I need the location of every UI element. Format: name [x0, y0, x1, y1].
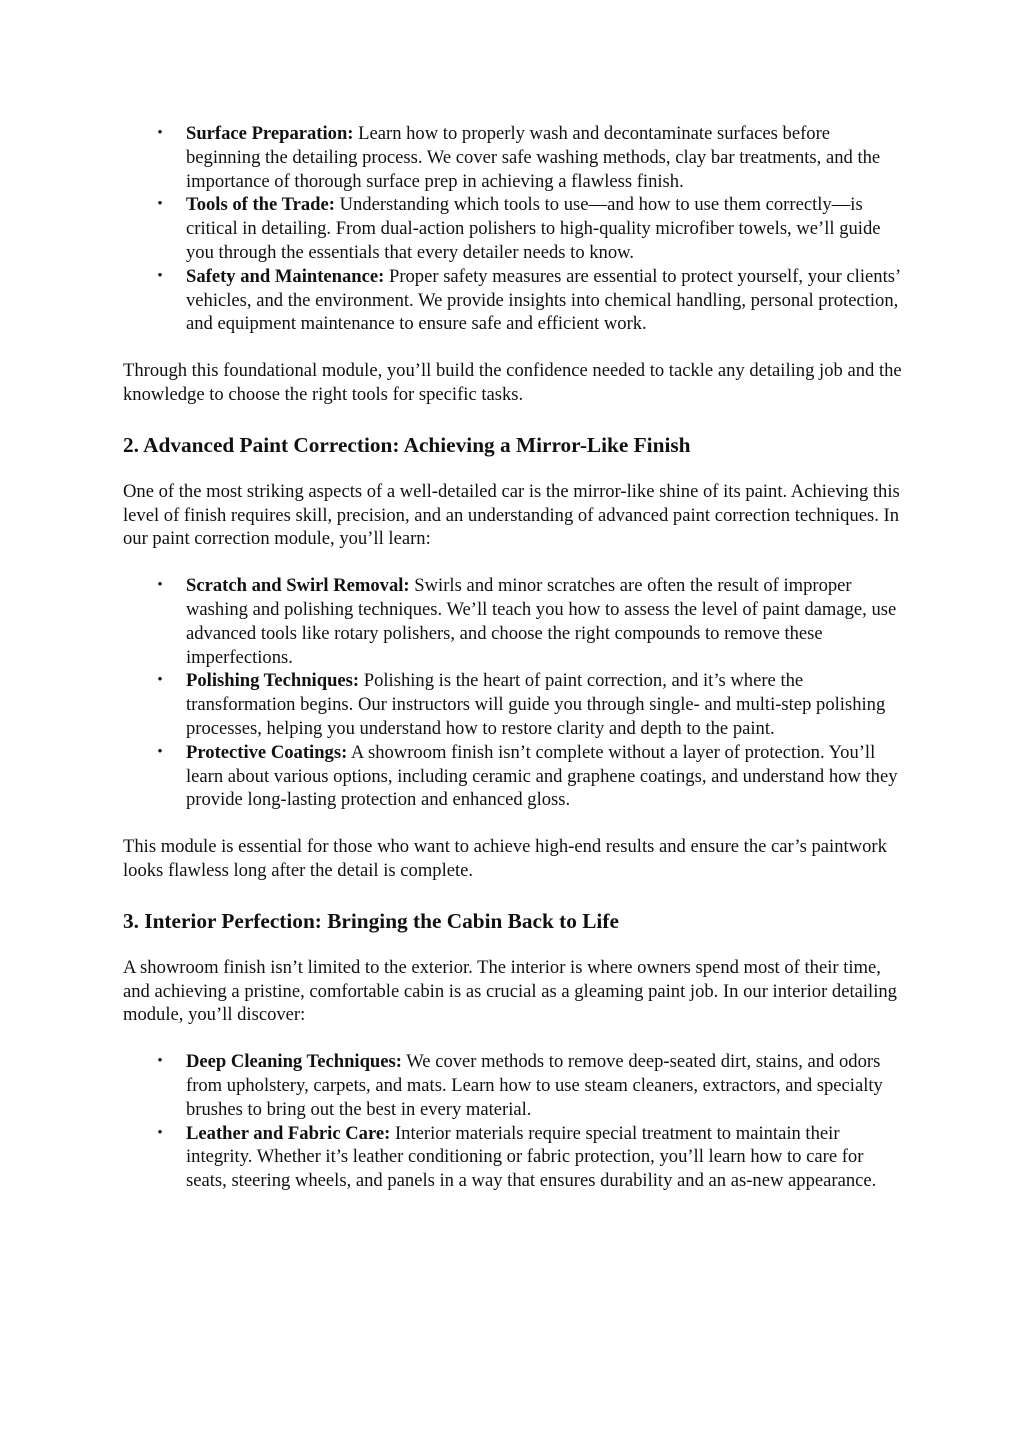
list-item-text: Polishing is the heart of paint correction, and it’s where the transformation begins. Our instructors will guide you through single- and multi-step polishing processes, helping you understand how to restore clarity and depth to the paint. — [186, 670, 886, 739]
list-item — [123, 741, 903, 812]
list-item-text: Learn how to properly wash and decontaminate surfaces before beginning the detailing process. We cover safe washing methods, clay bar treatments, and the importance of thorough surface prep in achieving a flawless finish. — [186, 123, 881, 192]
list-item — [123, 574, 903, 669]
paint-intro-paragraph: One of the most striking aspects of a well-detailed car is the mirror-like shine of its paint. Achieving this level of finish requires skill, precision, and an understanding of advanced paint correction techniques. In our paint correction module, you’ll learn: — [123, 480, 900, 550]
bullet-icon: • — [157, 672, 163, 689]
list-item-term: Deep Cleaning Techniques: — [186, 1051, 402, 1073]
bullet-icon: • — [157, 743, 163, 760]
list-item-text: A showroom finish isn’t complete without a layer of protection. You’ll learn about various options, including ceramic and graphene coatings, and understand how they provide long-lasting protection and enhanced gloss. — [186, 741, 898, 811]
list-item — [123, 1050, 903, 1121]
list-item-term: Scratch and Swirl Removal: — [186, 575, 410, 597]
list-item — [123, 265, 903, 336]
paint-closing-paragraph: This module is essential for those who want to achieve high-end results and ensure the car’s paintwork looks flawless long after the detail is complete. — [123, 836, 887, 881]
list-item-text: Proper safety measures are essential to protect yourself, your clients’ vehicles, and the environment. We provide insights into chemical handling, personal protection, and equipment maintenance to ensure safe and efficient work. — [186, 265, 900, 335]
list-item-term: Safety and Maintenance: — [186, 265, 385, 287]
foundation-topics-list — [123, 122, 903, 336]
bullet-icon: • — [157, 267, 163, 284]
paint-topics-list — [123, 574, 903, 812]
list-item-term: Protective Coatings: — [186, 741, 348, 763]
list-item-text: Interior materials require special treatment to maintain their integrity. Whether it’s leather conditioning or fabric protection, you’ll learn how to care for seats, steering wheels, and panels in a way that ensures durability and an as-new appearance. — [186, 1122, 877, 1192]
bullet-icon: • — [157, 125, 163, 141]
list-item-term: Tools of the Trade: — [186, 194, 335, 216]
list-item-term: Leather and Fabric Care: — [186, 1122, 391, 1144]
bullet-icon: • — [157, 1053, 163, 1070]
interior-intro-paragraph: A showroom finish isn’t limited to the exterior. The interior is where owners spend most of their time, and achieving a pristine, comfortable cabin is as crucial as a gleaming paint job. In our interior detailing module, you’ll discover: — [123, 956, 897, 1026]
document-page — [123, 122, 903, 1193]
list-item-term: Surface Preparation: — [186, 123, 354, 144]
list-item — [123, 122, 903, 193]
list-item-text: Understanding which tools to use—and how to use them correctly—is critical in detailing. From dual-action polishers to high-quality microfiber towels, we’ll guide you through the essentials that every detailer needs to know. — [186, 194, 881, 263]
list-item — [123, 669, 903, 740]
list-item — [123, 193, 903, 264]
list-item-text: We cover methods to remove deep-seated dirt, stains, and odors from upholstery, carpets, and mats. Learn how to use steam cleaners, extractors, and specialty brushes to bring out the best in every material. — [186, 1051, 883, 1120]
list-item-term: Polishing Techniques: — [186, 670, 360, 692]
bullet-icon: • — [157, 1124, 163, 1141]
interior-topics-list — [123, 1050, 903, 1193]
foundation-closing-paragraph: Through this foundational module, you’ll build the confidence needed to tackle any detailing job and the knowledge to choose the right tools for specific tasks. — [123, 360, 902, 405]
section-heading-interior: 3. Interior Perfection: Bringing the Cabin Back to Life — [123, 908, 619, 933]
list-item — [123, 1122, 903, 1193]
section-heading-paint-correction: 2. Advanced Paint Correction: Achieving a Mirror-Like Finish — [123, 432, 691, 457]
bullet-icon: • — [157, 196, 163, 213]
bullet-icon: • — [157, 577, 163, 594]
list-item-text: Swirls and minor scratches are often the result of improper washing and polishing techniques. We’ll teach you how to assess the level of paint damage, use advanced tools like rotary polishers, and choose the right compounds to remove these imperfections. — [186, 575, 897, 668]
